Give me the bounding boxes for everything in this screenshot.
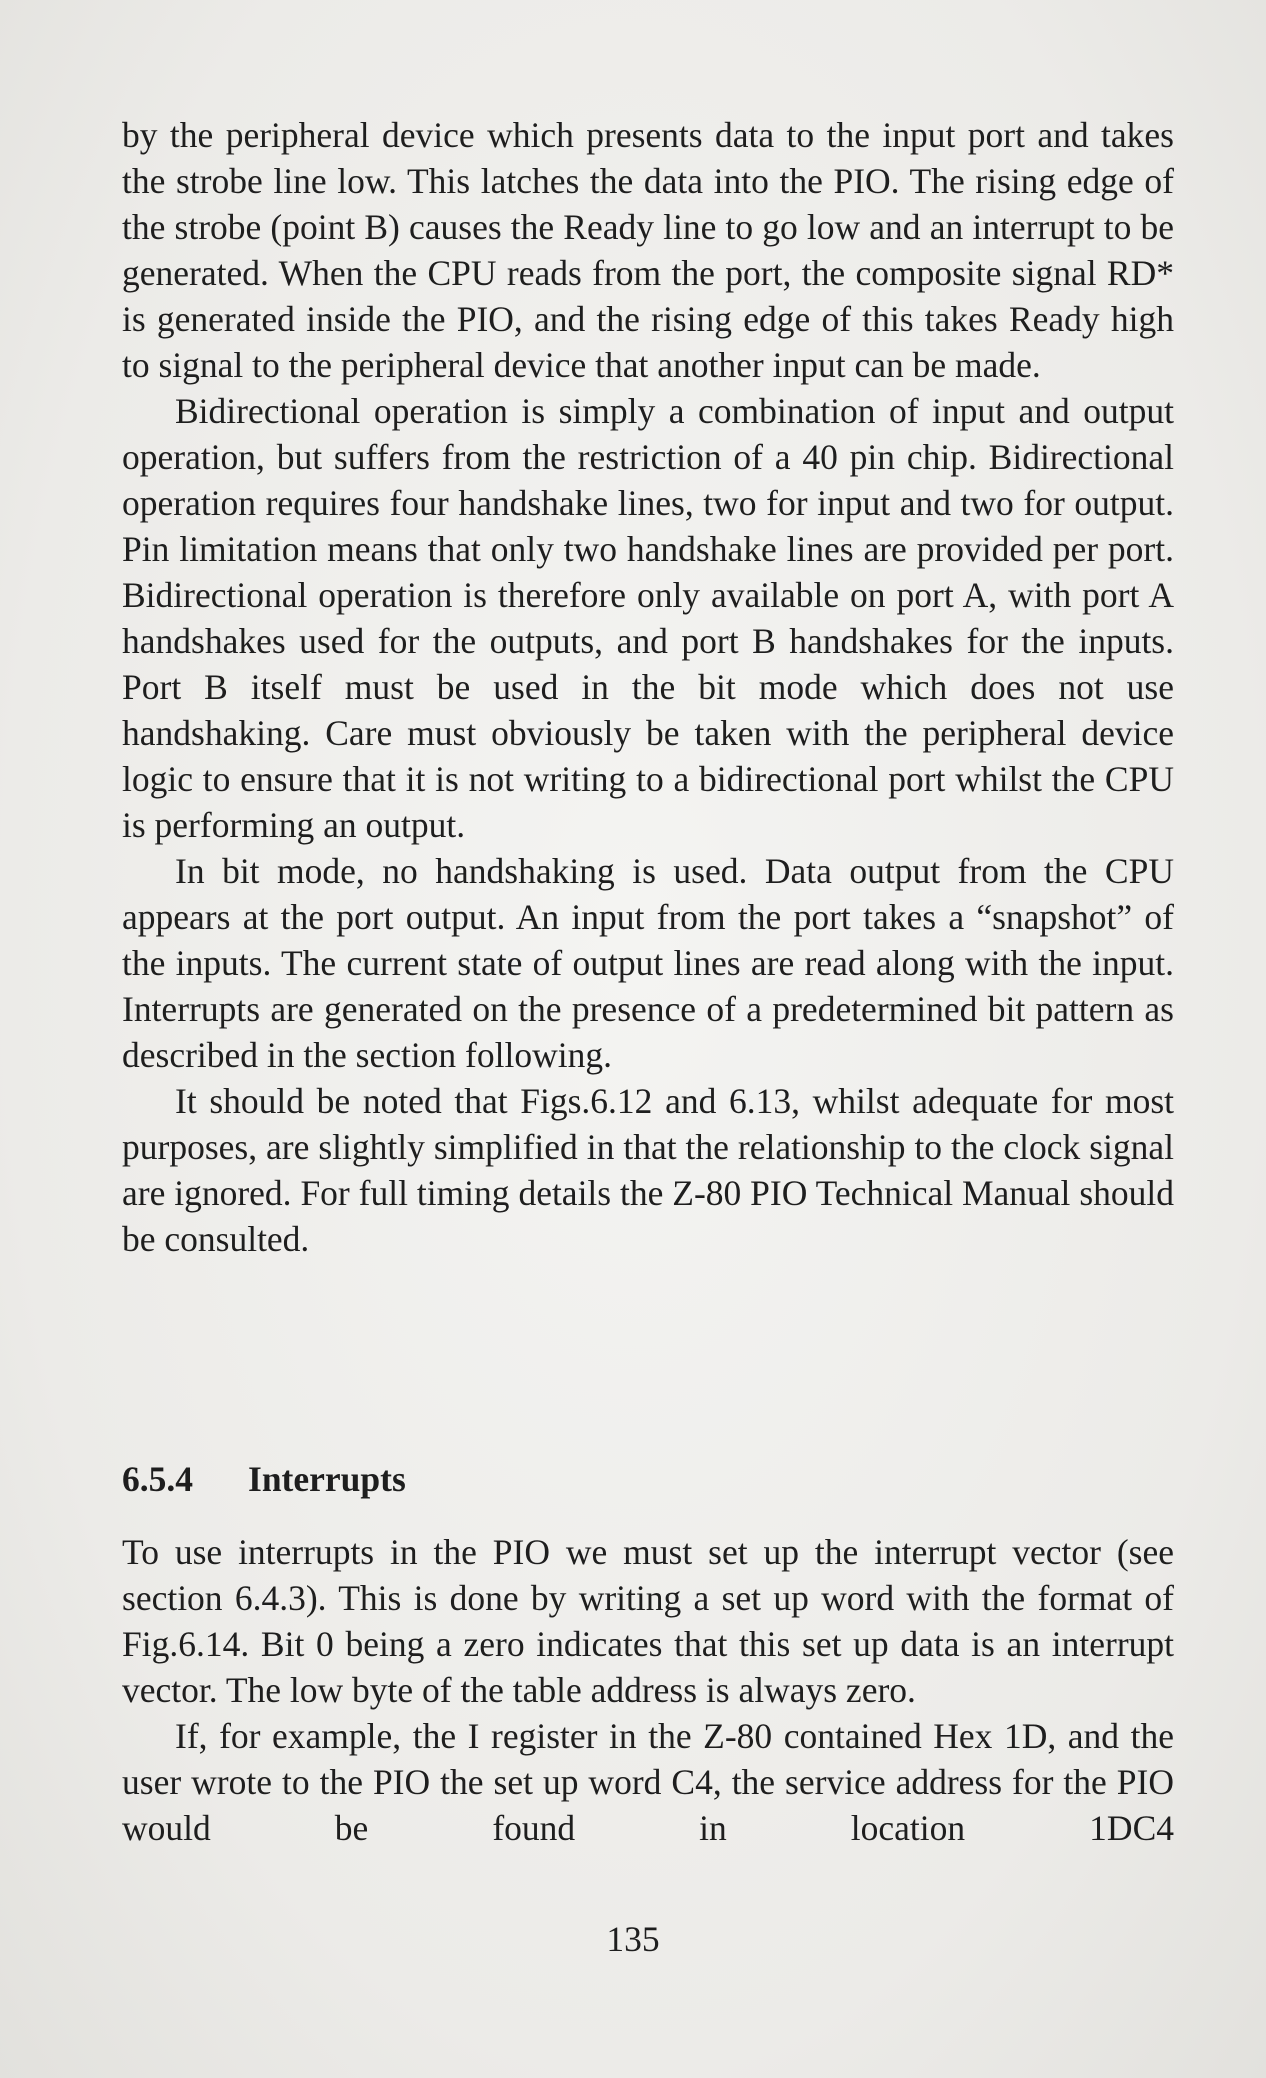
section-heading (122, 1456, 406, 1502)
paragraph: If, for example, the I register in the Z-80 contained Hex 1D, and the user wrote to the PIO the set up word C4, the service address for the PIO would be found in location 1DC4 (122, 1716, 1174, 1848)
paragraph: In bit mode, no handshaking is used. Data output from the CPU appears at the port output. An input from the port takes a “snapshot” of the inputs. The current state of output lines are read along with the input. Interrupts are generated on the presence of a predetermined bit pattern as described in the section following. (122, 851, 1174, 1075)
page-number: 135 (606, 1919, 660, 1959)
section-title: Interrupts (248, 1459, 406, 1499)
paragraph: It should be noted that Figs.6.12 and 6.13, whilst adequate for most purposes, are slightly simplified in that the relationship to the clock signal are ignored. For full timing details the Z-80 PIO Technical Manual should be consulted. (122, 1081, 1174, 1259)
section-number: 6.5.4 (122, 1459, 193, 1499)
section-body-text (122, 1529, 1174, 1851)
paragraph: by the peripheral device which presents data to the input port and takes the strobe line low. This latches the data into the PIO. The rising edge of the strobe (point B) causes the Ready line to go low and an interrupt to be generated. When the CPU reads from the port, the composite signal RD* is generated inside the PIO, and the rising edge of this takes Ready high to signal to the peripheral device that another input can be made. (122, 115, 1174, 385)
paragraph: Bidirectional operation is simply a combination of input and output operation, but suffers from the restriction of a 40 pin chip. Bidirectional operation requires four handshake lines, two for input and two for output. Pin limitation means that only two handshake lines are provided per port. Bidirectional operation is therefore only available on port A, with port A handshakes used for the outputs, and port B handshakes for the inputs. Port B itself must be used in the bit mode which does not use handshaking. Care must obviously be taken with the peripheral device logic to ensure that it is not writing to a bidirectional port whilst the CPU is performing an output. (122, 391, 1174, 845)
paragraph: To use interrupts in the PIO we must set up the interrupt vector (see section 6.4.3). This is done by writing a set up word with the format of Fig.6.14. Bit 0 being a zero indicates that this set up data is an interrupt vector. The low byte of the table address is always zero. (122, 1532, 1174, 1710)
body-text (122, 112, 1174, 1262)
